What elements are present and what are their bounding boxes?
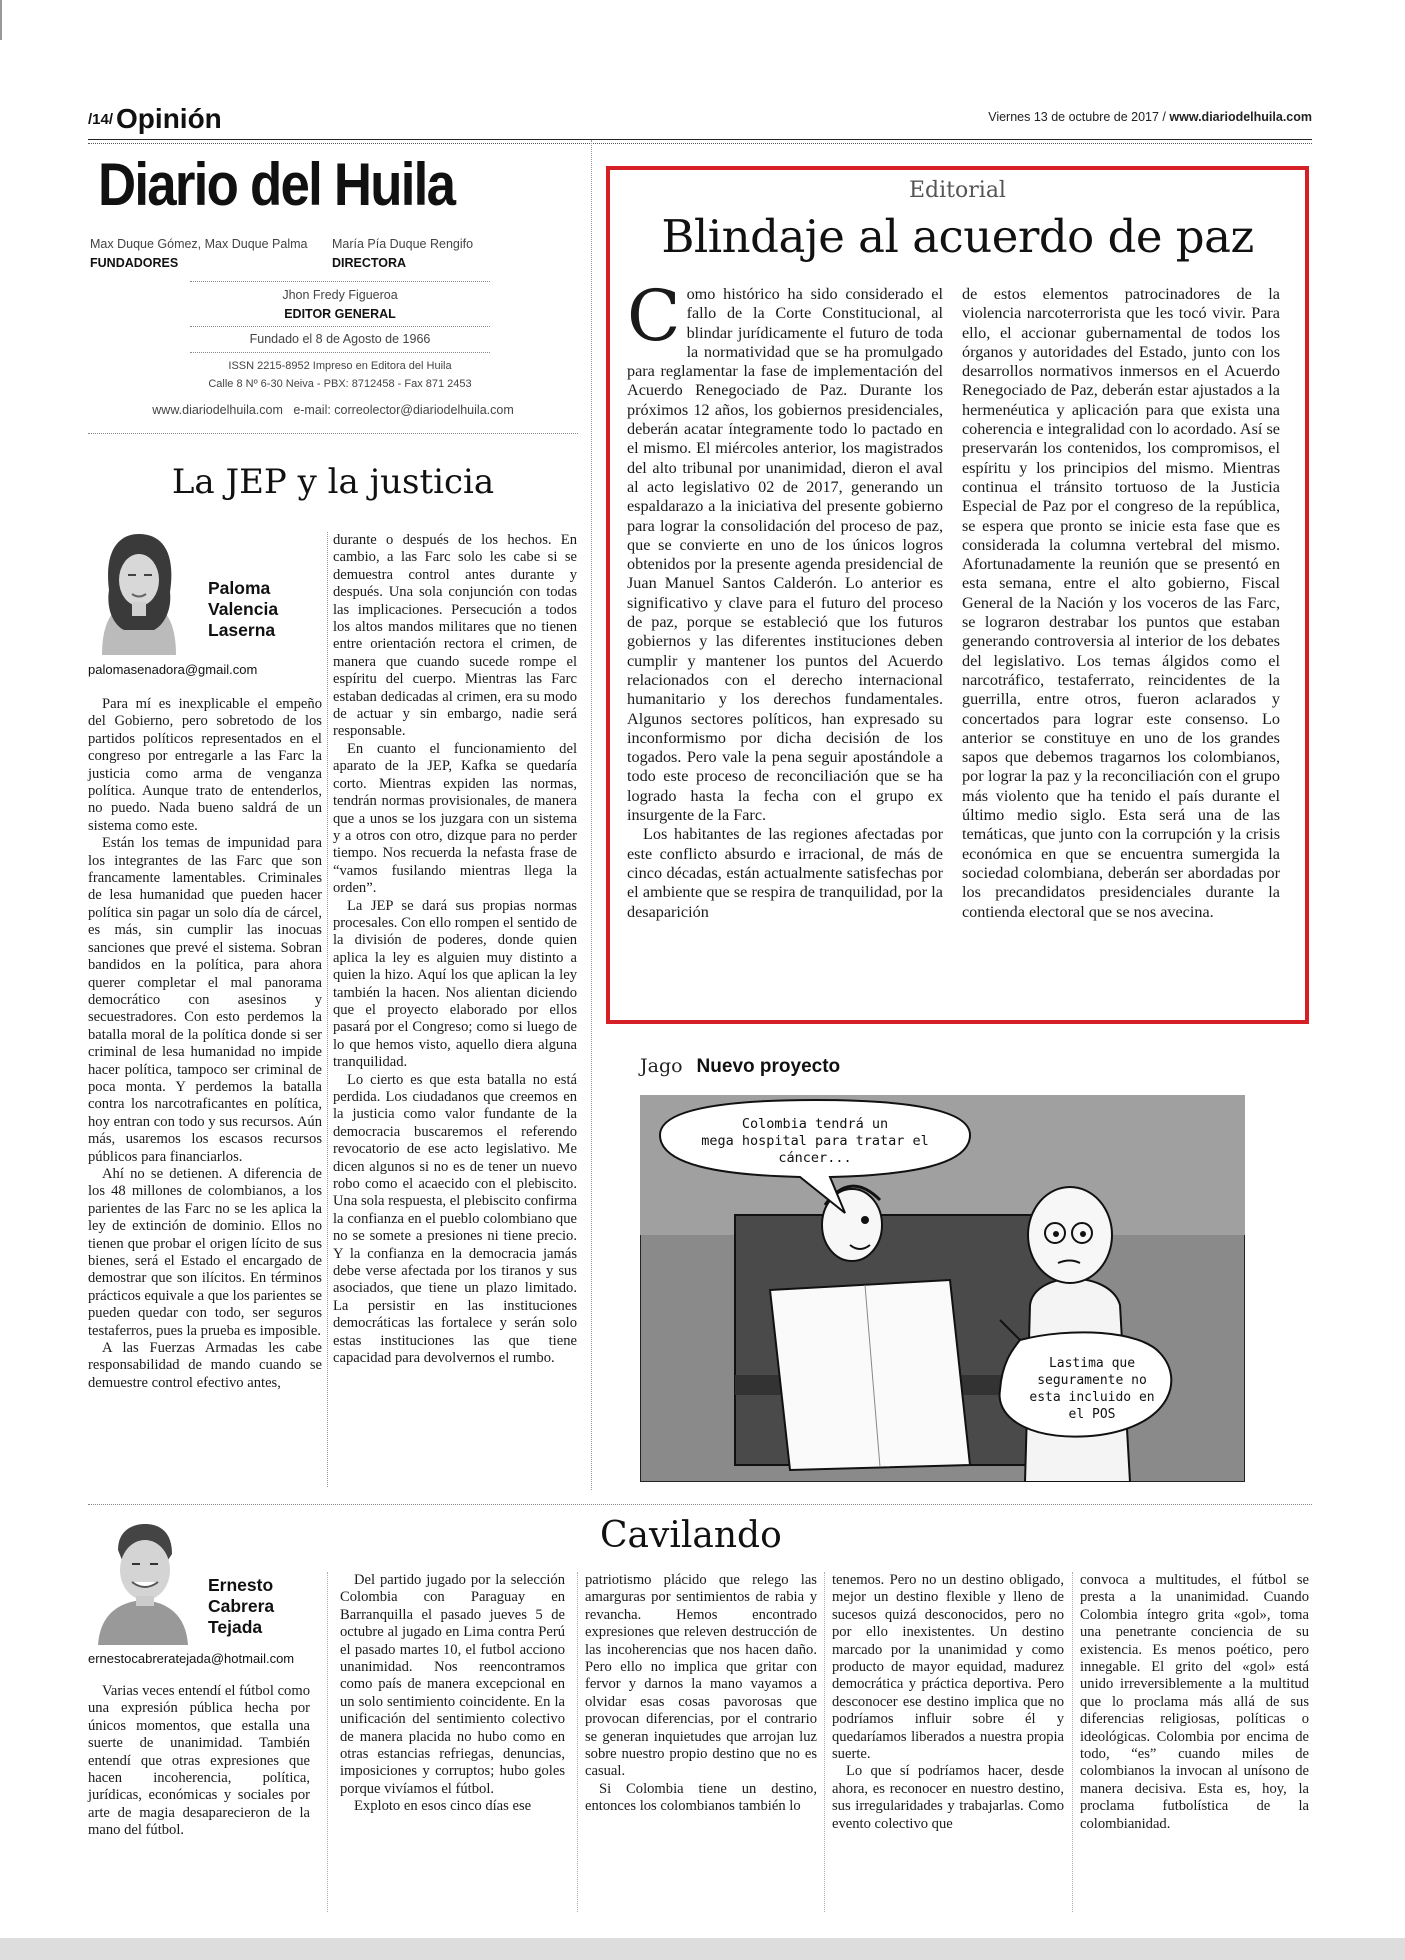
column-divider: [824, 1572, 825, 1912]
section-rule: [88, 1504, 1312, 1505]
masthead-contact: [88, 403, 578, 417]
column-divider: [577, 1572, 578, 1912]
page-edge-mark: [0, 0, 2, 40]
paragraph: Exploto en esos cinco días ese: [354, 1798, 532, 1815]
cartoonist: Jago: [640, 1055, 683, 1077]
column-title: La JEP y la justicia: [171, 462, 495, 502]
author-name-line: Tejada: [208, 1617, 263, 1637]
editorial-cartoon: [640, 1095, 1245, 1482]
speech-bubble-text: esta incluido en: [1029, 1390, 1155, 1405]
editor-label: EDITOR GENERAL: [284, 307, 396, 321]
article-column: [88, 1683, 310, 1840]
paragraph: omo histórico ha sido considerado el fallo de la Corte Constitucional, al blindar jurídicamente el futuro de toda la normatividad que se ha promulgado para reglamentar la fase de implementación del Acuerdo Renegociado de Paz. Durante los próximos 12 años, los gobiernos presidenciales, deberán acatar íntegramente todo lo pactado en el mismo. El miércoles anterior, los magistrados del alto tribunal por unanimidad, dieron el aval al acto legislativo 02 de 2017, generando un espaldarazo a la iniciativa del presente gobierno para lograr la consolidación del proceso de paz, que se convierte en uno de los únicos logros obtenidos por la presente agenda presidencial de Juan Manuel Santos Calderón. Lo anterior es significativo y clave para el futuro del proceso de paz, porque se estableció que los futuros gobiernos y las diferentes instituciones deben cumplir y mantener los puntos del Acuerdo relacionados con el derecho internacional humanitario y los derechos fundamentales. Algunos sectores políticos, han expresado su inconformismo por dicha decisión de los togados. Pero vale la pena seguir apostándole a todo este proceso de reconciliación que se ha logrado hasta la fecha con el grupo ex insurgente de la Farc.: [627, 285, 943, 825]
masthead-rule: [190, 326, 490, 327]
drop-cap: C: [627, 275, 681, 357]
article-column: [1080, 1572, 1309, 1833]
editorial-column: [627, 275, 943, 922]
newspaper-logo: Diario del Huila: [98, 151, 455, 218]
founded-date: Fundado el 8 de Agosto de 1966: [249, 332, 431, 346]
editorial-column: [962, 285, 1280, 922]
issue-date: Viernes 13 de octubre de 2017 /: [988, 110, 1166, 124]
masthead-email[interactable]: e-mail: correolector@diariodelhuila.com: [293, 403, 514, 417]
paragraph: Ahí no se detienen. A diferencia de los 48 millones de colombianos, a los parientes de las Farc no se les aplica la ley de extinción de dominio. Ellos no tienen que probar el origen lícito de sus bienes, será el Estado el encargado de demostrar que son ilícitos. En términos prácticos equivale a que los parientes se pueden quedar con todo, ser seguros testaferros, pues la prueba es imposible.: [88, 1165, 322, 1339]
paragraph: patriotismo plácido que relego las amarguras por sentimientos de rabia y revancha. Hemos encontrado expresiones que releven destrucción de las incoherencias que nos hacen daño. Pero ello no implica que gritar con fervor y darnos la mano vayamos a olvidar esas cosas pavorosas que provocan diferencias, por el contrario se generan inquietudes que arrojan luz sobre nuestro propio destino que no es casual.: [585, 1572, 817, 1780]
article-column: [88, 696, 322, 1392]
column-divider: [1072, 1572, 1073, 1912]
paragraph: convoca a multitudes, el fútbol se presta a la unanimidad. Cuando Colombia íntegro grita «gol», toma una penetrante conciencia de su existencia. Es menos poético, pero innegable. El grito del «gol» está unido irreversiblemente a la multitud que lo proclama más allá de sus diferencias religiosas, políticas o ideológicas. Colombia por encima de todo, “es” cuando miles de colombianos la invocan al unísono de manera decisiva. Esta es, hoy, la proclama futbolística de la colombianidad.: [1080, 1572, 1309, 1832]
author-photo: [88, 1520, 198, 1645]
paragraph: Están los temas de impunidad para los integrantes de las Farc que son francamente lamentables. Criminales de lesa humanidad que pueden hacer política sin pagar un solo día de cárcel, es más, sin cumplir las inocuas sanciones que prevé el sistema. Sobran bandidos en la política, para ahora querer completar el mal panorama democrático con asesinos y secuestradores. Con esto perdemos la batalla moral de la política donde si ser criminal de lesa humanidad no impide hacer política, tampoco ser criminal de poca monta. Y perdemos la batalla contra los narcotraficantes en política, hoy entran con todo y sus recursos. Aún más, usaremos los escasos recursos públicos para financiarlos.: [88, 835, 322, 1165]
paragraph: Varias veces entendí el fútbol como una expresión pública hecha por únicos momentos, que estalla una suerte de unanimidad. También entendí que otras expresiones que hacen incoherencia, política, jurídicas, económicas y sociales por arte de magia desaparecieron de la mano del fútbol.: [88, 1683, 310, 1839]
article-column: [340, 1572, 565, 1816]
column-divider: [327, 1572, 328, 1912]
editorial-title: Blindaje al acuerdo de paz: [661, 210, 1254, 263]
paragraph: tenemos. Pero no un destino obligado, mejor un destino flexible y lleno de sucesos quizá desconocidos, pero no por ello inexistentes. Un destino marcado por la unanimidad y como producto de mayor equidad, madurez democrática y práctica deportiva. Pero desconocer ese destino implica que no podríamos influir sobre él y quedaríamos liberados a nuestra propia suerte.: [832, 1572, 1064, 1763]
speech-bubble-text: Colombia tendrá un: [741, 1116, 889, 1132]
paragraph: Para mí es inexplicable el empeño del Gobierno, pero sobretodo de los partidos políticos representados en el congreso por entregarle a las Farc la justicia como arma de venganza política. Aunque trato de entenderlos, no puedo. Nada bueno saldrá de un sistema como este.: [88, 696, 322, 834]
cartoon-caption: [640, 1055, 840, 1078]
speech-bubble-text: mega hospital para tratar el: [701, 1133, 929, 1149]
paragraph: Lo cierto es que esta batalla no está perdida. Los ciudadanos que creemos en la justicia como valor fundante de la democracia buscaremos el referendo revocatorio de ese acto legislativo. Me dicen algunos si no es de tener un nuevo robo como el acaecido con el plebiscito. Una sola respuesta, el plebiscito confirma la confianza en el pueblo colombiano que no se somete a presiones ni tiene precio. Y la confianza en la democracia jamás debe verse afectada por los tiranos y sus asociados, que tiene un plazo limitado. La persistir en las instituciones democráticas las fortalece y serán solo estas instituciones las que tiene capacidad para devolvernos el rumbo.: [333, 1071, 577, 1367]
paragraph: A las Fuerzas Armadas les cabe responsabilidad de mando cuando se demuestre control efectivo antes,: [88, 1340, 322, 1391]
header-rule: [88, 139, 1312, 140]
article-column: [333, 532, 577, 1368]
author-email[interactable]: ernestocabreratejada@hotmail.com: [88, 1651, 295, 1666]
paragraph: En cuanto el funcionamiento del aparato de la JEP, Kafka se quedaría corto. Mientras expiden las normas, tendrán normas provisionales, de manera que a unos se los juzgara con un sistema y a otros con otro, dizque para no perder tiempo. Nos recuerda la nefasta frase de “vamos fusilando mientras llega la orden”.: [333, 740, 577, 897]
column-divider: [327, 532, 328, 1487]
director-label: DIRECTORA: [332, 256, 407, 270]
section-header: [88, 103, 222, 135]
author-byline: [208, 578, 278, 641]
article-column: [832, 1572, 1064, 1833]
masthead-rule: [88, 433, 578, 434]
header-website[interactable]: www.diariodelhuila.com: [1169, 110, 1312, 124]
article-column: [585, 1572, 817, 1816]
page-number: /14/: [88, 111, 114, 128]
author-email[interactable]: palomasenadora@gmail.com: [88, 662, 258, 677]
editorial-label: Editorial: [909, 178, 1006, 203]
page-footer-band: [0, 1938, 1405, 1960]
founders-label: FUNDADORES: [90, 256, 179, 270]
masthead-rule: [190, 352, 490, 353]
speech-bubble-text: el POS: [1068, 1407, 1116, 1422]
author-name-line: Paloma: [208, 578, 271, 598]
masthead-rule: [190, 281, 490, 282]
issn: ISSN 2215-8952 Impreso en Editora del Huila: [228, 360, 452, 372]
speech-bubble-text: Lastima que: [1048, 1356, 1136, 1371]
author-name-line: Cabrera: [208, 1596, 275, 1616]
author-photo: [84, 530, 194, 655]
paragraph: de estos elementos patrocinadores de la violencia narcoterrorista que les tocó vivir. Para ello, el accionar gubernamental de todos los órganos y autoridades del Estado, junto con los desarrollos normativos inmersos en el Acuerdo Renegociado de Paz, deberán estar ajustados a la hermenéutica y aplicación para que exista una coherencia e integralidad con lo acordado. Así se preservarán los contenidos, los compromisos, el espíritu y los principios del mismo. Mientras continua el tránsito tortuoso de la Justicia Especial de Paz por el congreso de la república, se espera que pronto se inicie esta fase que es considerada la columna vertebral del mismo. Afortunadamente la reunión que se presentó en esta semana, entre el alto gobierno, Fiscal General de la Nación y los voceros de las Farc, se lograron destrabar los puntos que estaban generando controversia al interior de los debates del legislativo. Los temas álgidos como el narcotráfico, testaferrato, reincidentes de la guerrilla, entre otros, fueron aclarados y concertados para lograr este consenso. Lo anterior se constituye en uno de los grandes sapos que debemos tragarnos los colombianos, por lograr la paz y la reconciliación con el grupo más violento que ha tenido el país durante el último medio siglo. Esta será una de las temáticas, que junto con la corrupción y la crisis económica en que se encuentra sumergida la sociedad colombiana, deberán ser abordadas por los precandidatos presidenciales durante la contienda electoral que se nos avecina.: [962, 285, 1280, 921]
author-byline: [208, 1575, 274, 1638]
speech-bubble-text: seguramente no: [1037, 1373, 1147, 1388]
author-name-line: Laserna: [208, 620, 276, 640]
paragraph: La JEP se dará sus propias normas procesales. Con ello rompen el sentido de la división de poderes, donde quien aplica la ley es alguien muy distinto a quien la hizo. Aquí los que aplican la ley también la hacen. Nos alientan diciendo que el proyecto elaborado por ellos pasará por el Congreso; como si luego de lo que hemos visto, aquello diera alguna tranquilidad.: [333, 897, 577, 1071]
author-name-line: Ernesto: [208, 1575, 274, 1595]
paragraph: durante o después de los hechos. En cambio, a las Farc solo les cabe si se demuestra control antes durante y después. Una sola conjunción con todas las implicaciones. Persecución a todos los altos mandos militares que no tienen entre orientación rectora el crimen, de manera que cuando sucede rompe el espíritu del cuerpo. Mientras las Farc estaban dedicadas al crimen, era su modo de actuar y sin embargo, nadie será responsable.: [333, 532, 577, 740]
director-name: María Pía Duque Rengifo: [332, 237, 474, 251]
paragraph: Los habitantes de las regiones afectadas por este conflicto absurdo e irracional, de más de cinco décadas, están actualmente satisfechas por el ambiente que se respira de tranquilidad, por la desaparición: [627, 825, 943, 921]
paragraph: Si Colombia tiene un destino, entonces los colombianos también lo: [585, 1780, 817, 1815]
header-dateline: [988, 110, 1312, 124]
paragraph: Lo que sí podríamos hacer, desde ahora, es reconocer en nuestro destino, sus irregularidades y trabajarlas. Como evento colectivo que: [832, 1763, 1064, 1832]
speech-bubble-text: cáncer...: [778, 1150, 852, 1166]
address: Calle 8 Nº 6-30 Neiva - PBX: 8712458 - Fax 871 2453: [208, 378, 472, 390]
editor-name: Jhon Fredy Figueroa: [282, 288, 398, 302]
author-name-line: Valencia: [208, 599, 279, 619]
column-divider: [591, 140, 592, 1490]
header-rule-dotted: [88, 143, 1312, 144]
section-name: Opinión: [116, 103, 222, 134]
founders-names: Max Duque Gómez, Max Duque Palma: [90, 237, 308, 251]
paragraph: Del partido jugado por la selección Colombia con Paraguay en Barranquilla el pasado jueves 5 de octubre al jugado en Lima contra Perú el pasado martes 10, el futbol acciono unanimidad. Nos reencontramos como país de manera excepcional en un solo sentimiento coincidente. En la unificación del sentimiento colectivo de manera placida no hubo como en otras estancias refriegas, denuncias, imposiciones y corruptos; hubo goles porque vivíamos el fútbol.: [340, 1572, 565, 1797]
column-title: Cavilando: [600, 1515, 782, 1556]
masthead-website[interactable]: www.diariodelhuila.com: [152, 403, 283, 417]
cartoon-title: Nuevo proyecto: [696, 1056, 841, 1077]
